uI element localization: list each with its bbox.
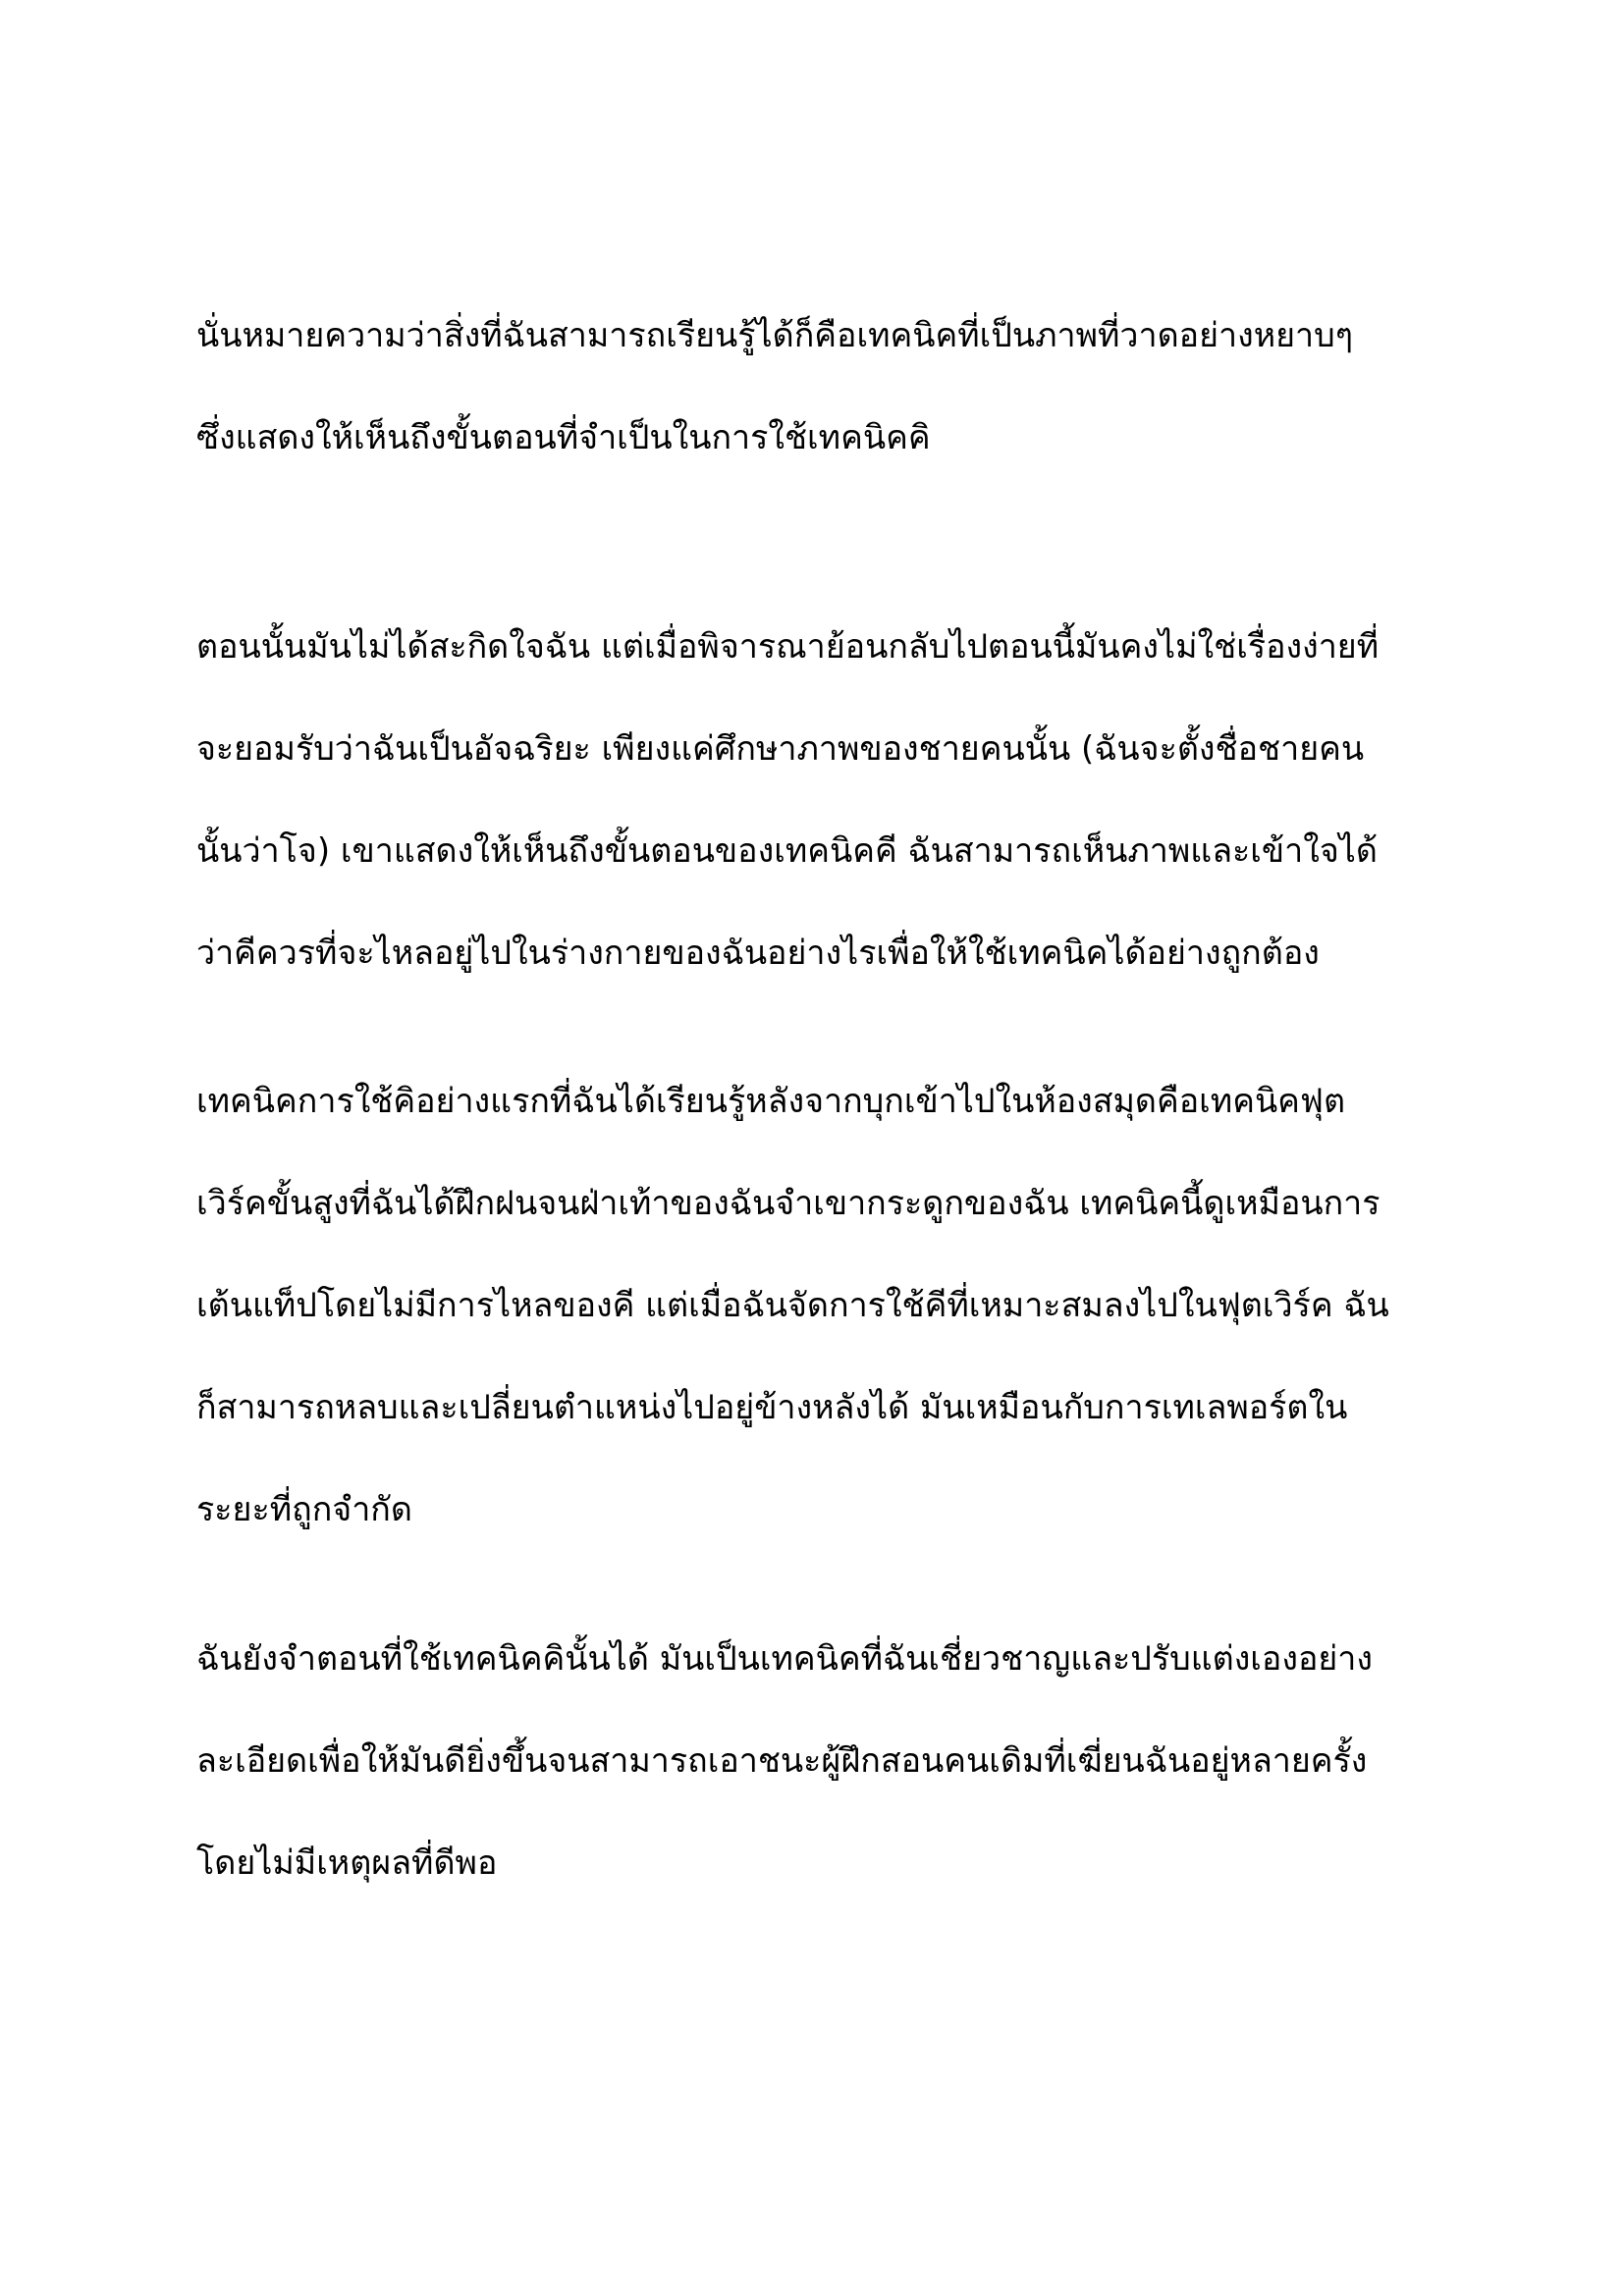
paragraph-line: นั้นว่าโจ) เขาแสดงให้เห็นถึงขั้นตอนของเทคนิคคี ฉันสามารถเห็นภาพและเข้าใจได้ <box>196 831 1378 871</box>
paragraph-line: ฉันยังจำตอนที่ใช้เทคนิคคินั้นได้ มันเป็นเทคนิคที่ฉันเชี่ยวชาญและปรับแต่งเองอย่าง <box>196 1639 1373 1679</box>
paragraph-line: โดยไม่มีเหตุผลที่ดีพอ <box>196 1843 498 1883</box>
paragraph-line: เต้นแท็ปโดยไม่มีการไหลของคี แต่เมื่อฉันจัดการใช้คีที่เหมาะสมลงไปในฟุตเวิร์ค ฉัน <box>196 1286 1389 1325</box>
paragraph-line: เวิร์คขั้นสูงที่ฉันได้ฝึกฝนจนฝ่าเท้าของฉันจำเขากระดูกของฉัน เทคนิคนี้ดูเหมือนการ <box>196 1184 1380 1223</box>
paragraph-line: ละเอียดเพื่อให้มันดียิ่งขึ้นจนสามารถเอาชนะผู้ฝึกสอนคนเดิมที่เฆี่ยนฉันอยู่หลายครั้ง <box>196 1741 1368 1781</box>
paragraph-line: นั่นหมายความว่าสิ่งที่ฉันสามารถเรียนรู้ได้ก็คือเทคนิคที่เป็นภาพที่วาดอย่างหยาบๆ <box>196 316 1353 355</box>
paragraph-3 <box>196 1050 1434 1561</box>
paragraph-2 <box>196 596 1434 1004</box>
paragraph-line: ว่าคีควรที่จะไหลอยู่ไปในร่างกายของฉันอย่างไรเพื่อให้ใช้เทคนิคได้อย่างถูกต้อง <box>196 934 1320 973</box>
paragraph-line: ตอนนั้นมันไม่ได้สะกิดใจฉัน แต่เมื่อพิจารณาย้อนกลับไปตอนนี้มันคงไม่ใช่เรื่องง่ายที่ <box>196 627 1380 667</box>
paragraph-4 <box>196 1608 1434 1914</box>
paragraph-line: ก็สามารถหลบและเปลี่ยนตำแหน่งไปอยู่ข้างหลังได้ มันเหมือนกับการเทเลพอร์ตใน <box>196 1388 1348 1427</box>
paragraph-line: จะยอมรับว่าฉันเป็นอัจฉริยะ เพียงแค่ศึกษาภาพของชายคนนั้น (ฉันจะตั้งชื่อชายคน <box>196 729 1365 769</box>
paragraph-1 <box>196 285 1434 489</box>
paragraph-line: ซึ่งแสดงให้เห็นถึงขั้นตอนที่จำเป็นในการใช้เทคนิคคิ <box>196 418 931 457</box>
paragraph-line: ระยะที่ถูกจำกัด <box>196 1490 412 1529</box>
paragraph-line: เทคนิคการใช้คิอย่างแรกที่ฉันได้เรียนรู้หลังจากบุกเข้าไปในห้องสมุดคือเทคนิคฟุต <box>196 1082 1346 1121</box>
